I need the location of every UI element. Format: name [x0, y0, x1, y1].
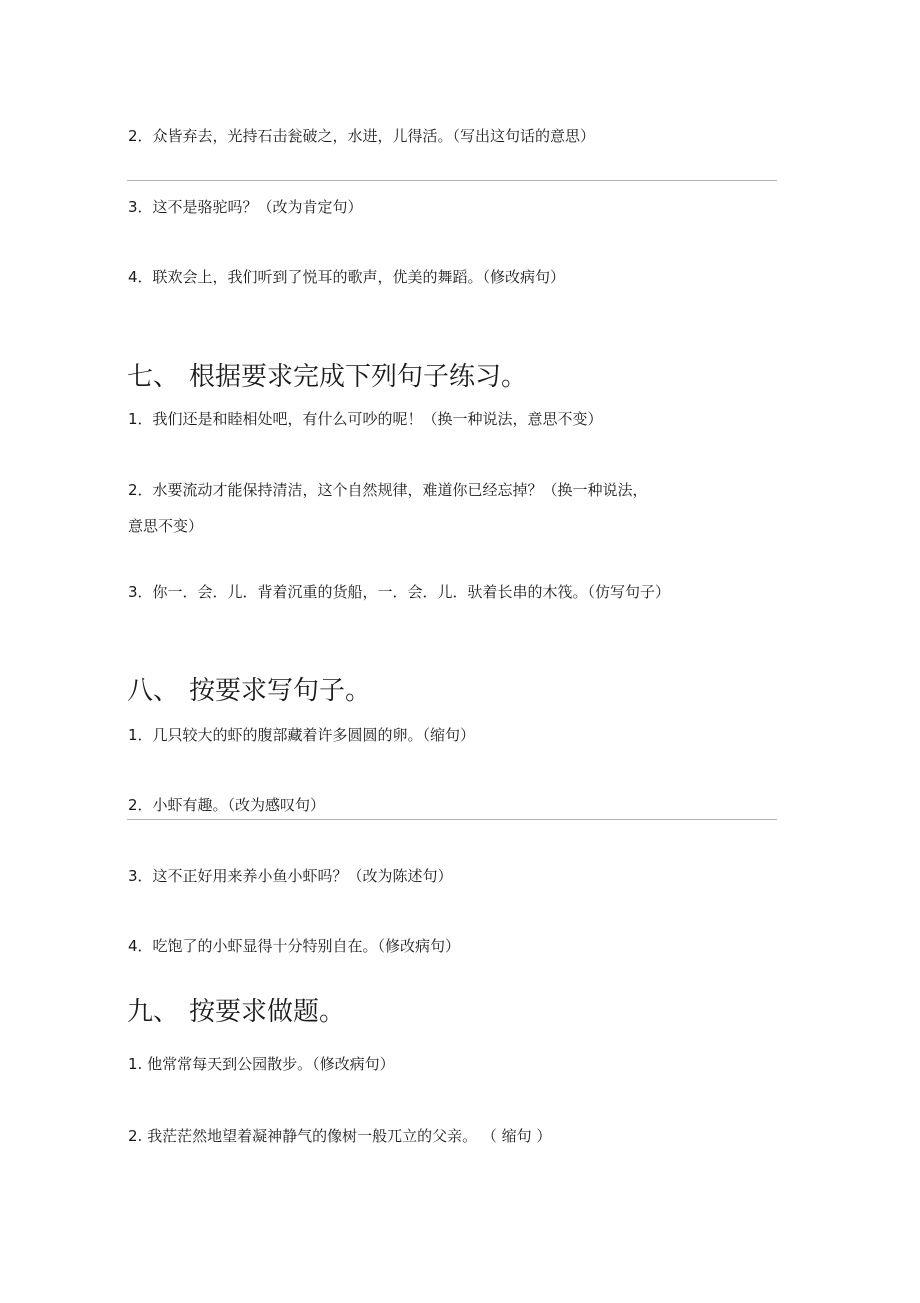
question-8-1: 1．几只较大的虾的腹部藏着许多圆圆的卵。（缩句）: [128, 726, 476, 744]
section-8-number: 八、: [127, 676, 180, 706]
section-9-number: 九、: [127, 997, 180, 1027]
question-7-2-line-2: 意思不变）: [128, 517, 204, 535]
section-7-number: 七、: [127, 362, 180, 392]
section-9-heading: [127, 996, 345, 1028]
question-7-2-line-1: 2．水要流动才能保持清洁，这个自然规律，难道你已经忘掉？（换一种说法，: [128, 481, 648, 499]
question-8-2: 2．小虾有趣。（改为感叹句）: [128, 796, 326, 814]
question-9-1: 1. 他常常每天到公园散步。（修改病句）: [128, 1055, 395, 1073]
section-8-heading: [127, 675, 371, 707]
question-8-3: 3．这不正好用来养小鱼小虾吗？（改为陈述句）: [128, 867, 453, 885]
section-9-title: 按要求做题。: [189, 997, 346, 1027]
question-6-4: 4．联欢会上，我们听到了悦耳的歌声，优美的舞蹈。（修改病句）: [128, 268, 566, 286]
answer-line: [127, 819, 777, 820]
question-8-4: 4．吃饱了的小虾显得十分特别自在。（修改病句）: [128, 937, 461, 955]
answer-line: [127, 180, 777, 181]
question-6-3: 3．这不是骆驼吗？（改为肯定句）: [128, 198, 363, 216]
question-7-1: 1．我们还是和睦相处吧，有什么可吵的呢！（换一种说法，意思不变）: [128, 410, 603, 428]
section-8-title: 按要求写句子。: [189, 676, 372, 706]
section-7-heading: [127, 361, 527, 393]
section-7-title: 根据要求完成下列句子练习。: [189, 362, 528, 392]
question-6-2: 2．众皆弃去，光持石击瓮破之，水进，儿得活。（写出这句话的意思）: [128, 127, 596, 145]
question-9-2: 2. 我茫茫然地望着凝神静气的像树一般兀立的父亲。 （ 缩句 ）: [128, 1127, 552, 1145]
question-7-3: 3．你一．会．儿．背着沉重的货船，一．会．儿．驮着长串的木筏。（仿写句子）: [128, 583, 671, 601]
